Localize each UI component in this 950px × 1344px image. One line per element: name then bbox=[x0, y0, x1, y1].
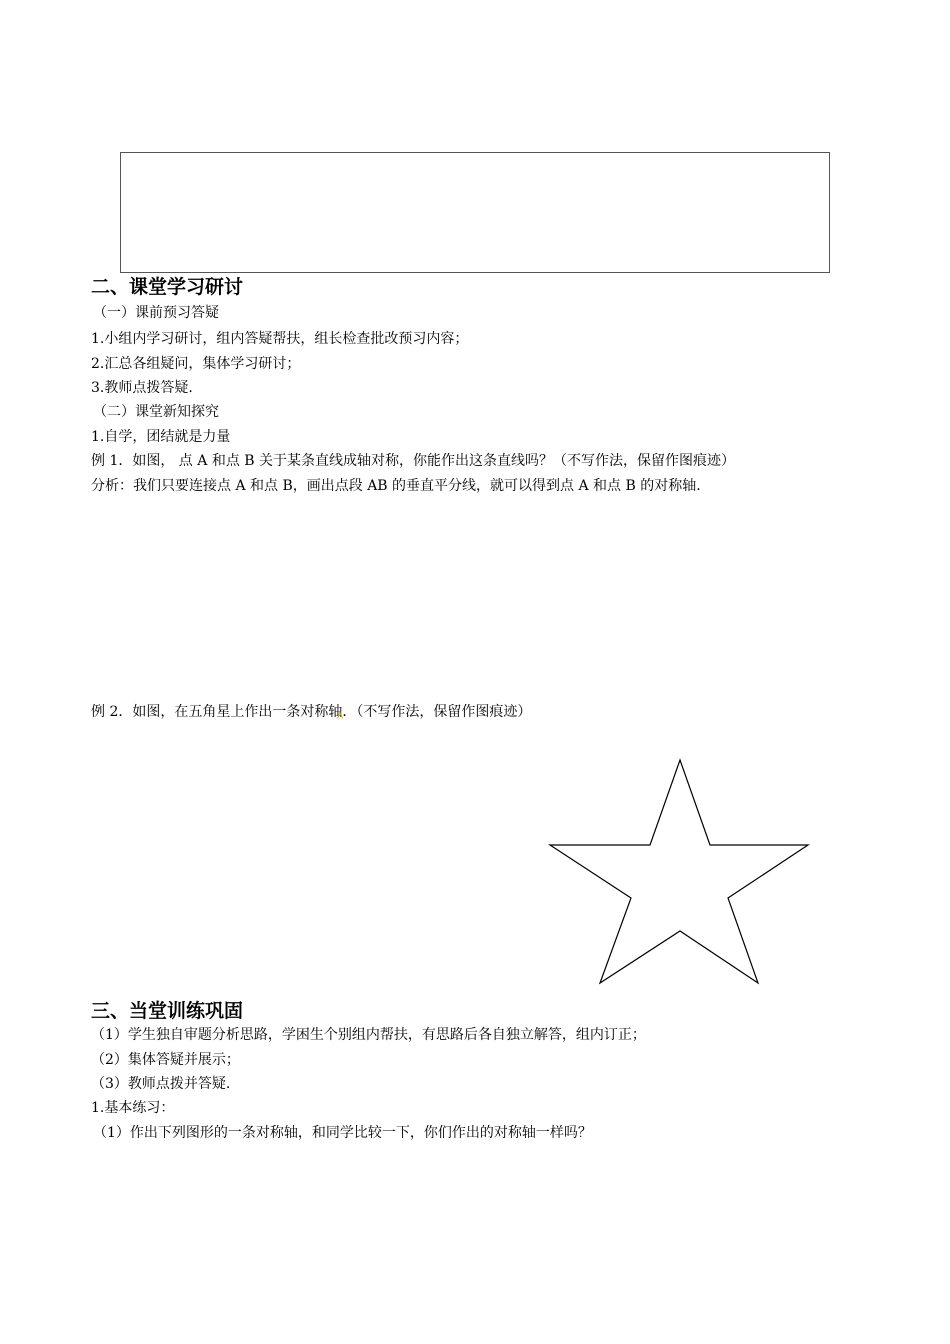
section-3-item-2: （2）集体答疑并展示； bbox=[91, 1052, 240, 1068]
example-2-text: 例 2．如图，在五角星上作出一条对称轴．（不写作法，保留作图痕迹） bbox=[91, 704, 532, 720]
self-study-line: 1.自学，团结就是力量 bbox=[91, 429, 231, 445]
example-1-text: 例 1．如图， 点 A 和点 B 关于某条直线成轴对称，你能作出这条直线吗？（不写作法，保留作图痕迹） bbox=[91, 453, 736, 469]
section-3-item-3: （3）教师点拨并答疑. bbox=[91, 1076, 231, 1092]
part-1-item-1: 1.小组内学习研讨，组内答疑帮扶，组长检查批改预习内容； bbox=[91, 331, 469, 347]
question-1-text: （1）作出下列图形的一条对称轴，和同学比较一下，你们作出的对称轴一样吗？ bbox=[93, 1125, 592, 1141]
blank-answer-box bbox=[120, 152, 830, 273]
five-pointed-star-icon bbox=[540, 750, 820, 990]
basic-practice-label: 1.基本练习： bbox=[91, 1100, 175, 1116]
section-2-heading: 二、课堂学习研讨 bbox=[91, 276, 244, 298]
section-3-heading: 三、当堂训练巩固 bbox=[91, 1000, 244, 1022]
analysis-text: 分析：我们只要连接点 A 和点 B，画出点段 AB 的垂直平分线，就可以得到点 A 和点 B 的对称轴. bbox=[91, 478, 701, 494]
edit-caret-icon bbox=[337, 711, 343, 719]
part-1-item-3: 3.教师点拨答疑. bbox=[91, 380, 193, 396]
part-1-item-2: 2.汇总各组疑问，集体学习研讨； bbox=[91, 356, 301, 372]
part-2-title: （二）课堂新知探究 bbox=[93, 404, 219, 420]
part-1-title: （一）课前预习答疑 bbox=[93, 305, 219, 321]
section-3-item-1: （1）学生独自审题分析思路，学困生个别组内帮扶，有思路后各自独立解答，组内订正； bbox=[91, 1027, 646, 1043]
